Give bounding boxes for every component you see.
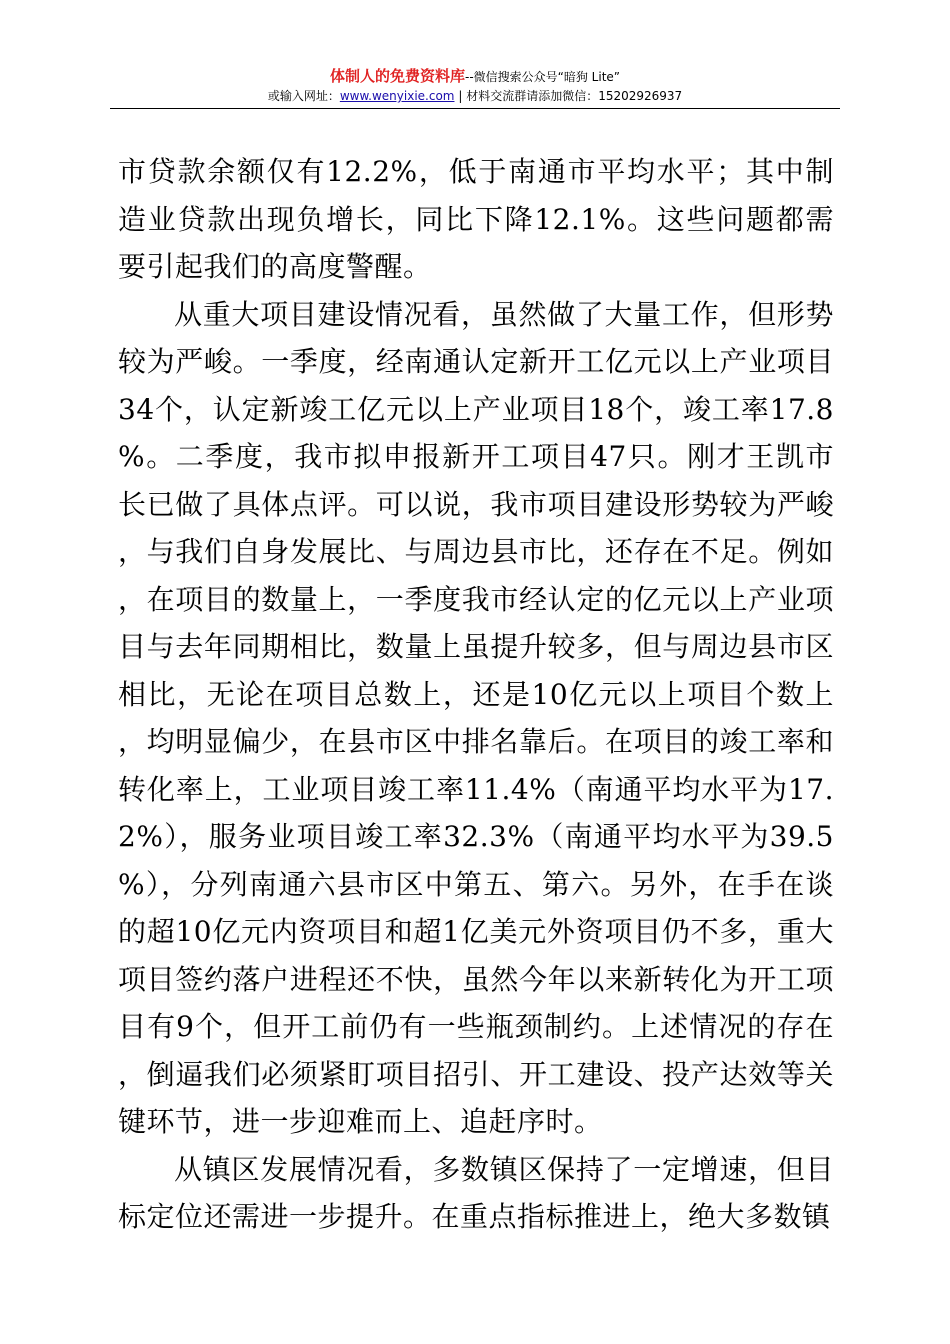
header-info-line [110, 87, 840, 105]
wechat-note: --微信搜索公众号“暗狗 Lite” [464, 70, 621, 84]
document-body [118, 148, 834, 1241]
paragraph: 从重大项目建设情况看，虽然做了大量工作，但形势较为严峻。一季度，经南通认定新开工亿元以上产业项目34个，认定新竣工亿元以上产业项目18个，竣工率17.8%。二季度，我市拟申报新开工项目47只。刚才王凯市长已做了具体点评。可以说，我市项目建设形势较为严峻，与我们自身发展比、与周边县市比，还存在不足。例如，在项目的数量上，一季度我市经认定的亿元以上产业项目与去年同期相比，数量上虽提升较多，但与周边县市区相比，无论在项目总数上，还是10亿元以上项目个数上，均明显偏少，在县市区中排名靠后。在项目的竣工率和转化率上，工业项目竣工率11.4%（南通平均水平为17.2%），服务业项目竣工率32.3%（南通平均水平为39.5%），分列南通六县市区中第五、第六。另外，在手在谈的超10亿元内资项目和超1亿美元外资项目仍不多，重大项目签约落户进程还不快，虽然今年以来新转化为开工项目有9个，但开工前仍有一些瓶颈制约。上述情况的存在，倒逼我们必须紧盯项目招引、开工建设、投产达效等关键环节，进一步迎难而上、追赶序时。 [118, 297, 834, 1138]
header-separator: | [458, 89, 463, 103]
group-note: 材料交流群请添加微信：15202926937 [466, 89, 683, 103]
brand-title: 体制人的免费资料库 [329, 67, 465, 85]
header-title-line [110, 66, 840, 87]
url-prefix: 或输入网址： [267, 89, 340, 103]
header-divider [110, 108, 840, 109]
paragraph: 市贷款余额仅有12.2%，低于南通市平均水平；其中制造业贷款出现负增长，同比下降12.1%。这些问题都需要引起我们的高度警醒。 [118, 155, 834, 283]
page-header [110, 66, 840, 105]
paragraph: 从镇区发展情况看，多数镇区保持了一定增速，但目标定位还需进一步提升。在重点指标推进上，绝大多数镇 [118, 1152, 834, 1233]
website-link[interactable]: www.wenyixie.com [339, 89, 455, 103]
